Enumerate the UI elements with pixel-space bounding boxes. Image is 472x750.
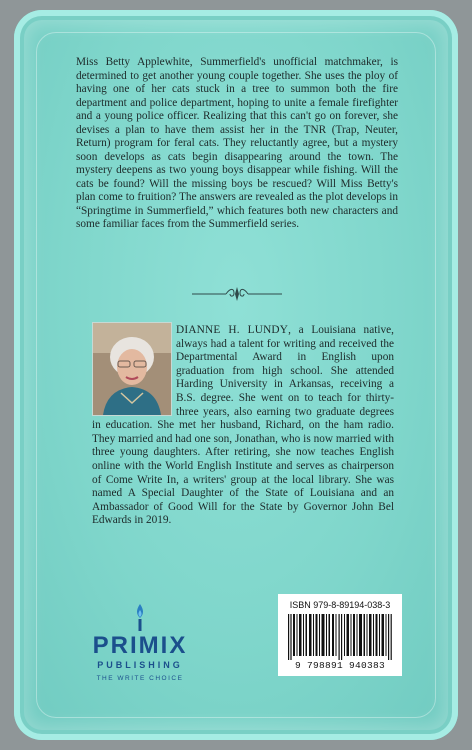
book-blurb: Miss Betty Applewhite, Summerfield's unofficial matchmaker, is determined to get another young couple together. She uses the ploy of having one of her cats stuck in a tree to summon both the fire department and police department, hoping to unite a female firefighter and a young police officer. Realizing that this can't go on forever, she devises a plan to have them assist her in the TNR (Trap, Neuter, Return) program for feral cats. They reluctantly agree, but a mystery soon develops as cats begin disappearing around the town. The mystery deepens as two young boys disappear while fishing. Will the cats be found? Will the missing boys be rescued? Will Miss Betty's plan come to fruition? The answers are revealed as the plot develops in “Springtime in Summerfield,” which features both new characters and some familiar faces from the Summerfield series. (76, 56, 398, 230)
publisher-brand: PRIMIX (92, 632, 188, 659)
publisher-tagline: THE WRITE CHOICE (96, 675, 184, 682)
author-bio (92, 324, 394, 528)
isbn-label: ISBN 979-8-89194-038-3 (289, 600, 391, 610)
barcode-box (278, 594, 402, 676)
author-name: DIANNE H. LUNDY (176, 324, 289, 336)
ornament-divider-icon (190, 284, 284, 304)
torch-icon (130, 602, 150, 632)
barcode-icon (288, 614, 392, 660)
publisher-logo (84, 602, 196, 688)
barcode-digits: 9 798891 940383 (294, 660, 385, 671)
publisher-line: PUBLISHING (97, 660, 183, 670)
author-bio-text: , a Louisiana native, always had a talent for writing and received the Departmental Award in English upon graduation from high school. She attended Harding University in Arkansas, receiving a B.S. degree. She went on to teach for thirty-three years, also earning two graduate degrees in education. She met her husband, Richard, on the ham radio. They married and had one son, Jonathan, who is now married with three young daughters. After retiring, she now teaches English online with the World English Institute and serves as chairperson of Come Write In, a writers' group at the local library. She was named A Special Daughter of the State of Louisiana and an Ambassador of Good Will for the State by Governor John Bel Edwards in 2019. (92, 324, 394, 527)
